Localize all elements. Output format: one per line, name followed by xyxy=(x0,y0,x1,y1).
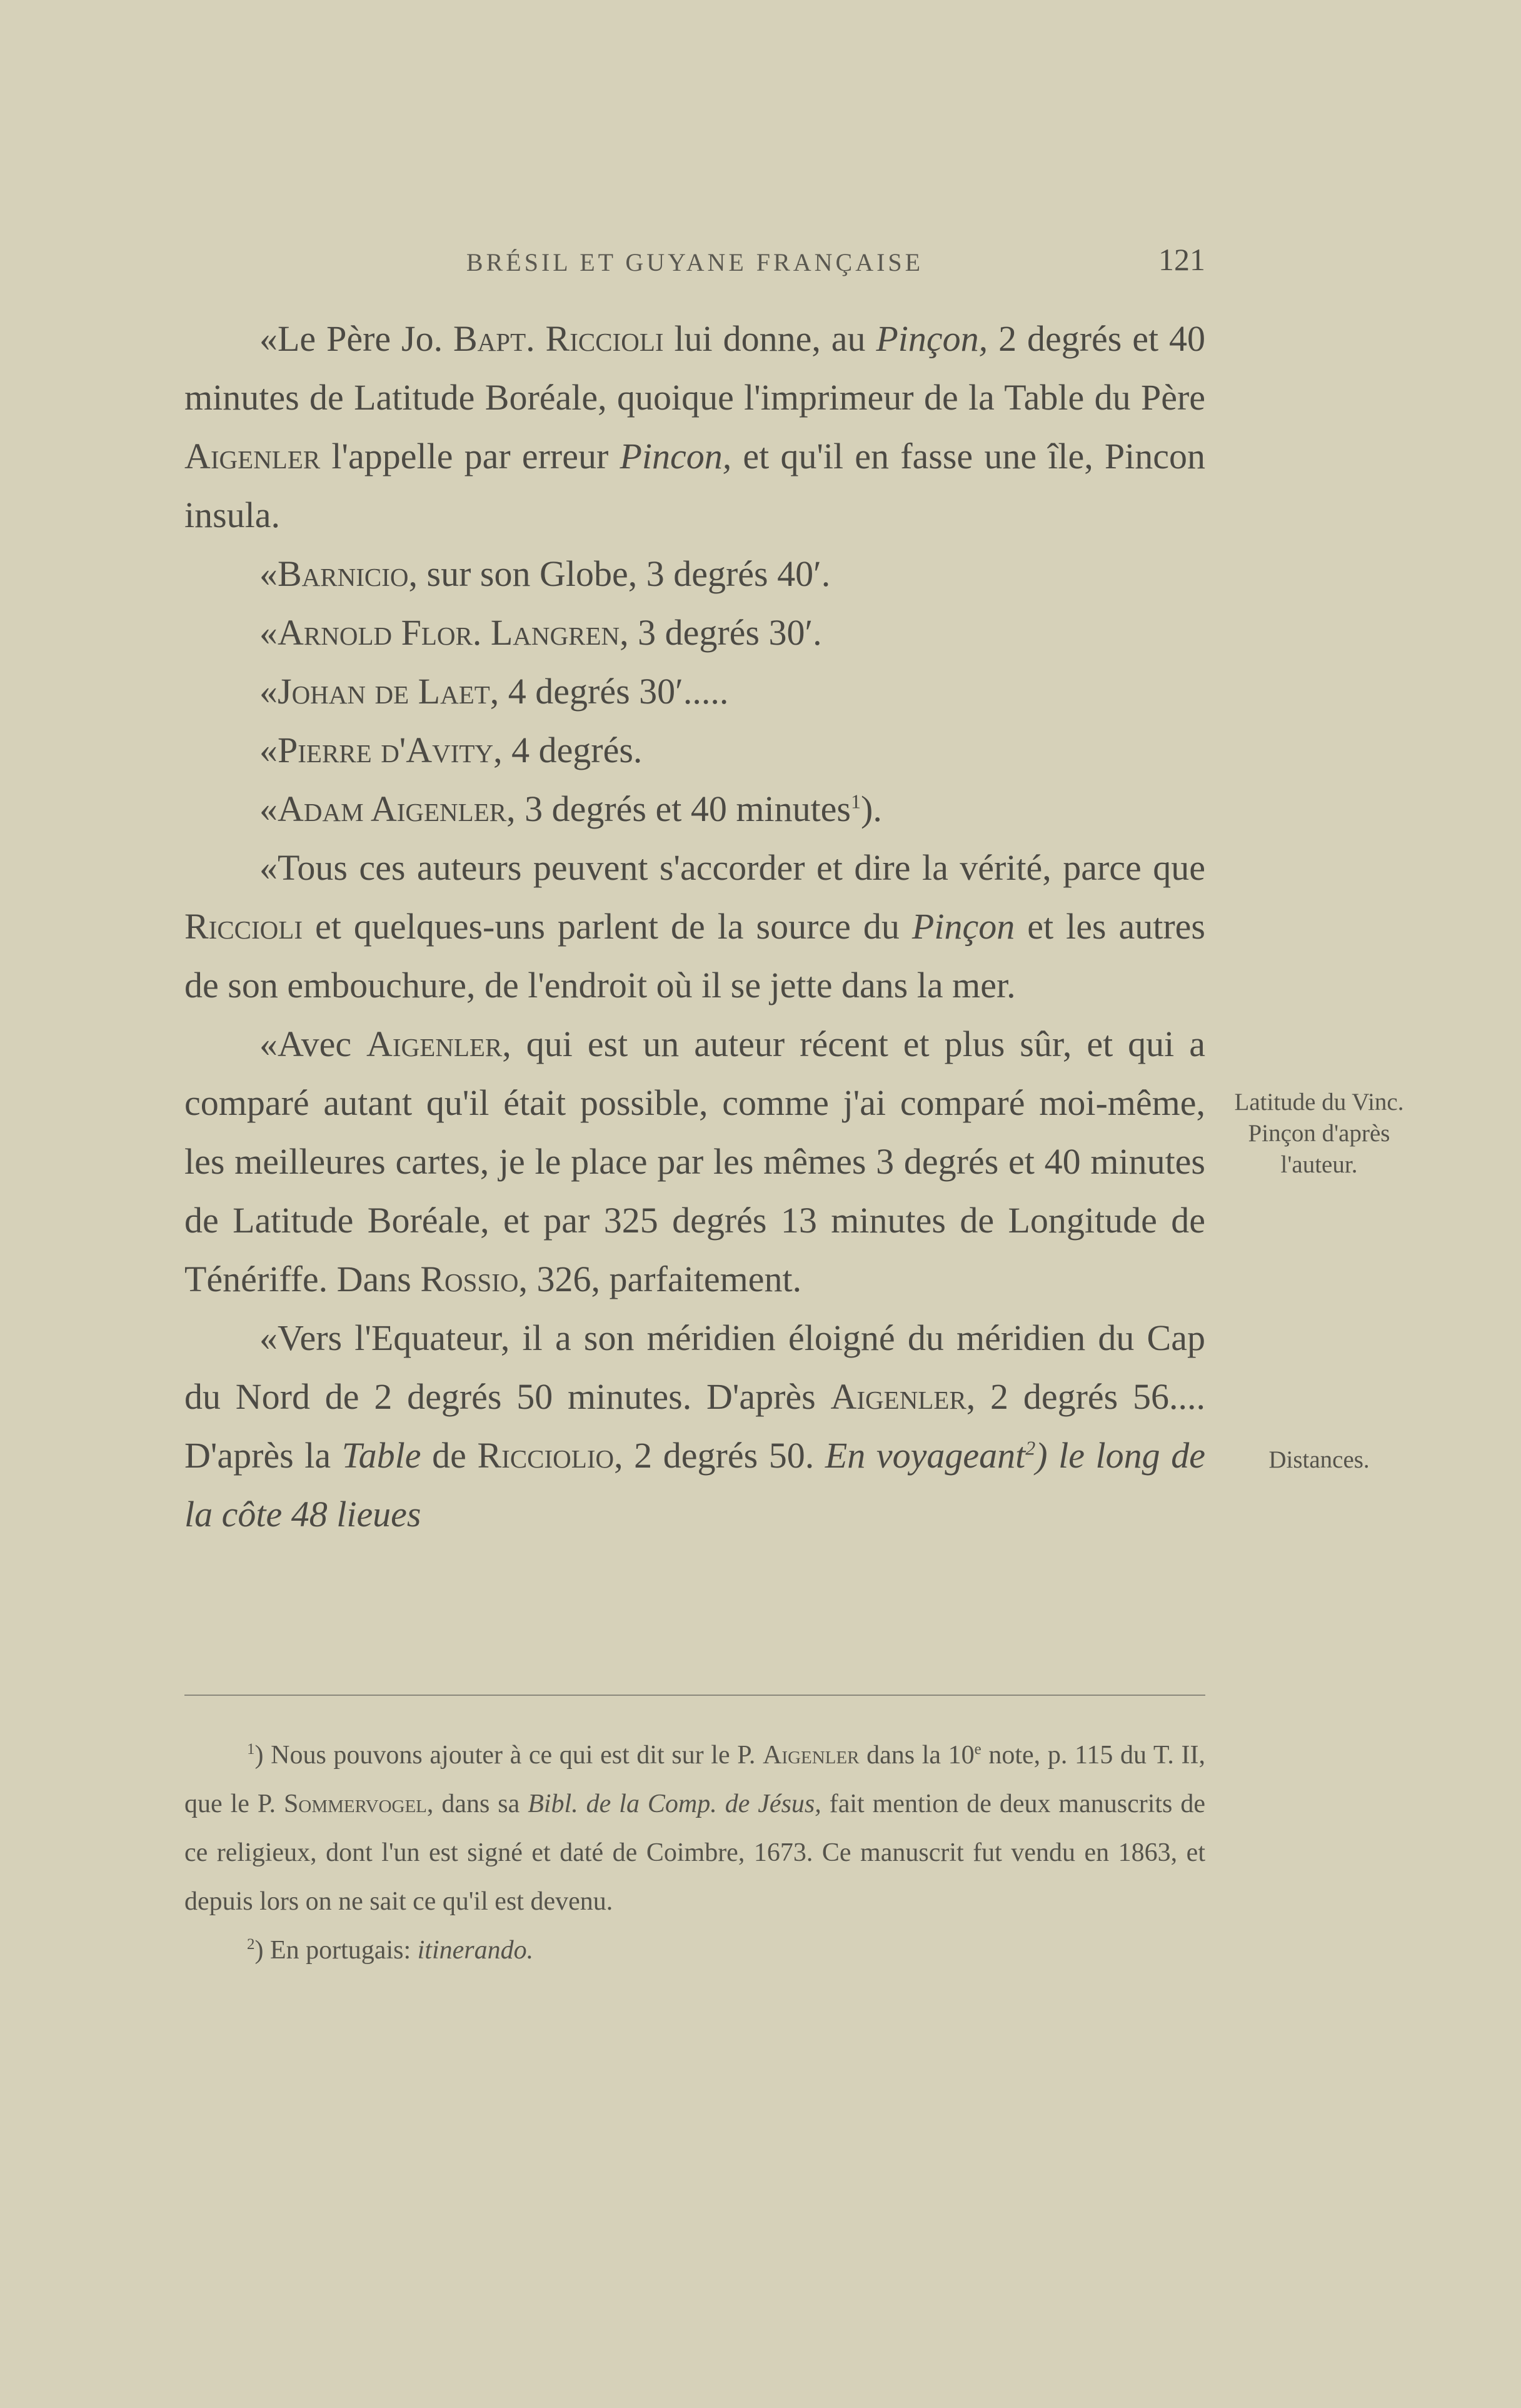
text-run: 2 degrés et 40 minutes de Latitude Boréale, quoique l'imprimeur de la Table du Père xyxy=(184,318,1206,418)
text-run: «Avec xyxy=(259,1024,367,1064)
text-run: , 2 degrés 50. xyxy=(614,1435,825,1476)
text-run: «Tous ces auteurs peuvent s'accorder et dire la vérité, parce que xyxy=(259,847,1205,888)
author-name: Sommervogel xyxy=(284,1790,427,1818)
text-run: , 3 degrés et 40 minutes xyxy=(506,788,851,829)
text-run: et les autres de son embouchure, de l'endroit où il se jette dans la mer. xyxy=(184,906,1205,1005)
page-header xyxy=(184,241,1205,285)
italic-term: En voyageant xyxy=(825,1435,1026,1476)
text-run: , 2 degrés 56.... D'après la xyxy=(184,1376,1205,1476)
text-run: , dans sa xyxy=(426,1790,528,1818)
italic-term: Pincon, xyxy=(620,436,732,476)
author-name: Rossio xyxy=(420,1259,519,1299)
running-title: BRÉSIL ET GUYANE FRANÇAISE xyxy=(466,248,924,276)
text-run: de xyxy=(421,1435,478,1476)
footnotes xyxy=(184,1731,1205,1975)
text-run: « xyxy=(259,730,278,770)
author-name: Arnold Flor. Langren xyxy=(278,612,620,653)
text-run: dans la 10 xyxy=(859,1741,975,1770)
page-number: 121 xyxy=(1158,242,1205,277)
margin-note-distances: Distances. xyxy=(1268,1446,1370,1473)
text-run: lui donne, au xyxy=(663,318,876,359)
paragraph-avec-aigenler xyxy=(184,1015,1205,1309)
paragraph-barnicio xyxy=(184,545,1205,603)
text-run: note, p. 115 du T. II, que le P. xyxy=(184,1741,1206,1818)
text-run: et quelques-uns parlent de la source du xyxy=(303,906,912,947)
text-run: «Le Père Jo. xyxy=(259,318,453,359)
italic-term: ) le long de la côte 48 lieues xyxy=(184,1435,1206,1534)
footnote-1 xyxy=(184,1731,1205,1926)
author-name: Barnicio xyxy=(278,553,409,594)
paragraph-avity xyxy=(184,721,1205,780)
paragraph-laet xyxy=(184,662,1205,721)
footnote-marker: 1 xyxy=(247,1741,255,1758)
text-run: , qui est un auteur récent et plus sûr, et qui a comparé autant qu'il était possible, comme j'ai comparé moi-même, les meilleures cartes, je le place par les mêmes 3 degrés et 40 minutes de Latitude Boréale, et par 325 degrés 13 minutes de Longitude de Ténériffe. Dans xyxy=(184,1024,1205,1299)
text-run: « xyxy=(259,612,278,653)
paragraph-vers-equateur xyxy=(184,1309,1205,1544)
paragraph-langren xyxy=(184,603,1205,662)
author-name: Pierre d'Avity xyxy=(278,730,494,770)
main-text xyxy=(184,310,1205,1544)
text-run: l'appelle par erreur xyxy=(320,436,620,476)
text-run: « xyxy=(259,788,278,829)
footnote-ref: 2 xyxy=(1025,1436,1036,1459)
paragraph-riccioli xyxy=(184,310,1205,545)
footnote-marker: 2 xyxy=(247,1936,255,1953)
author-name: Adam Aigenler xyxy=(278,788,507,829)
footnote-divider xyxy=(184,1695,1205,1696)
author-name: Ricciolio xyxy=(477,1435,615,1476)
margin-note-latitude: Latitude du Vinc. Pinçon d'après l'auteur. xyxy=(1234,1089,1404,1178)
italic-term: Pinçon xyxy=(911,906,1015,947)
text-run: , 4 degrés. xyxy=(493,730,643,770)
text-run: ) Nous pouvons ajouter à ce qui est dit sur le P. xyxy=(254,1741,763,1770)
superscript: e xyxy=(974,1741,981,1758)
footnote-ref: 1 xyxy=(851,790,861,813)
text-run: fait mention de deux manuscrits de ce religieux, dont l'un est signé et daté de Coimbre, 1673. Ce manuscrit fut vendu en 1863, et depuis lors on ne sait ce qu'il est devenu. xyxy=(184,1790,1205,1916)
text-run: et qu'il en fasse une île, Pincon insula. xyxy=(184,436,1205,535)
text-run: ). xyxy=(861,788,882,829)
author-name: Aigenler xyxy=(763,1741,860,1770)
italic-term: Table xyxy=(341,1435,421,1476)
italic-term: Pinçon, xyxy=(876,318,988,359)
text-run: «Vers l'Equateur, il a son méridien éloigné du méridien du Cap du Nord de 2 degrés 50 minutes. D'après xyxy=(184,1317,1205,1417)
text-run: , sur son Globe, 3 degrés 40′. xyxy=(408,553,831,594)
paragraph-aigenler xyxy=(184,780,1205,839)
author-name: Aigenler xyxy=(830,1376,966,1417)
text-run: ) En portugais: xyxy=(254,1936,418,1965)
italic-term: Bibl. de la Comp. de Jésus, xyxy=(528,1790,821,1818)
author-name: Johan de Laet xyxy=(278,671,490,712)
text-run: , 3 degrés 30′. xyxy=(620,612,822,653)
text-run: , 326, parfaitement. xyxy=(518,1259,802,1299)
paragraph-tous-ces-auteurs xyxy=(184,839,1205,1015)
author-name: Riccioli xyxy=(184,906,303,947)
text-run: « xyxy=(259,671,278,712)
author-name: Bapt. Riccioli xyxy=(453,318,664,359)
text-run: , 4 degrés 30′..... xyxy=(489,671,729,712)
italic-term: itinerando. xyxy=(417,1936,534,1965)
footnote-2 xyxy=(184,1926,1205,1975)
author-name: Aigenler xyxy=(184,436,321,476)
author-name: Aigenler xyxy=(366,1024,503,1064)
text-run: « xyxy=(259,553,278,594)
